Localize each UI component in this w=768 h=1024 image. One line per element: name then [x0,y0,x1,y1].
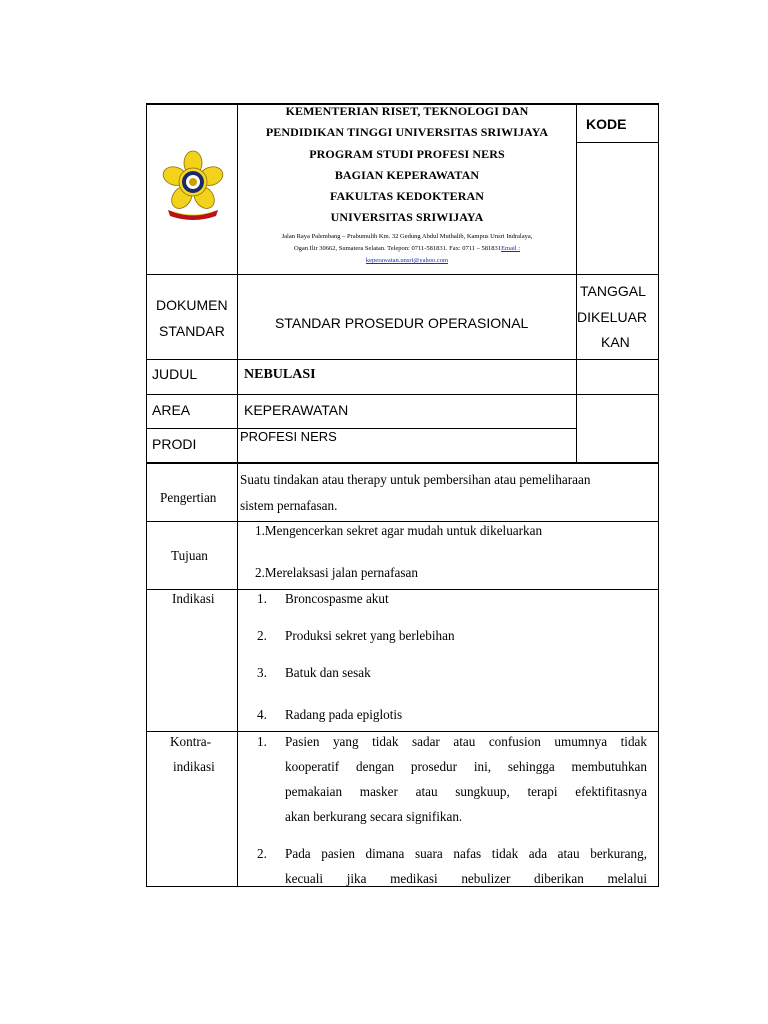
indikasi-number-3: 3. [257,665,267,680]
rule [146,103,147,464]
kontra-number-1: 1. [257,734,267,749]
kontra-item-1-line1: Pasien yang tidak sadar atau confusion umumnya tidak [285,734,647,749]
kontra-item-1-line2: kooperatif dengan prosedur ini, sehingga membutuhkan [285,759,647,774]
kontra-item-1-line3: pemakaian masker atau sungkuup, terapi efektifitasnya [285,784,647,799]
rule [146,589,659,590]
indikasi-number-1: 1. [257,591,267,606]
tujuan-item-2: 2.Merelaksasi jalan pernafasan [255,565,418,580]
rule [576,103,577,464]
rule [146,394,659,395]
pengertian-text-line1: Suatu tindakan atau therapy untuk pembersihan atau pemeliharaan [240,472,591,487]
rule [146,359,659,360]
email-label-link[interactable]: Email : [501,245,521,252]
kontra-item-1-line4: akan berkurang secara signifikan. [285,809,463,824]
tanggal-label-line3: KAN [601,334,630,350]
pengertian-text-line2: sistem pernafasan. [240,498,338,513]
rule [576,142,659,143]
indikasi-number-4: 4. [257,707,267,722]
indikasi-item-2: Produksi sekret yang berlebihan [285,628,455,643]
pengertian-label: Pengertian [160,490,217,505]
judul-value: NEBULASI [244,367,316,382]
kontra-item-2-line2: kecuali jika medikasi nebulizer diberikan melalui [285,871,647,886]
area-value: KEPERAWATAN [244,402,349,418]
prodi-label: PRODI [152,436,197,452]
header-ministry-line1: KEMENTERIAN RISET, TEKNOLOGI DAN [285,104,529,118]
document-title: STANDAR PROSEDUR OPERASIONAL [275,315,529,331]
rule [146,462,659,464]
rule [658,464,659,887]
kontra-number-2: 2. [257,846,267,861]
header-address-line2-text: Ogan Ilir 30662, Sumatera Selatan. Telepon: 0711-581831. Fax: 0711 – 581831 [293,245,502,252]
tujuan-label: Tujuan [171,548,208,563]
indikasi-label: Indikasi [172,591,215,606]
prodi-value: PROFESI NERS [240,429,337,444]
header-faculty: FAKULTAS KEDOKTERAN [329,189,485,203]
dokumen-label-line1: DOKUMEN [156,297,228,313]
rule [146,428,577,429]
email-address-link[interactable]: keperawatan.unsri@yahoo.com [365,257,449,264]
header-program: PROGRAM STUDI PROFESI NERS [309,147,505,161]
tanggal-label-line2: DIKELUAR [577,309,648,325]
indikasi-item-1: Broncospasme akut [285,591,389,606]
indikasi-number-2: 2. [257,628,267,643]
header-university: UNIVERSITAS SRIWIJAYA [330,210,484,224]
university-emblem-logo [160,148,226,220]
header-address-line2 [240,243,574,255]
rule [146,731,659,732]
tanggal-label-line1: TANGGAL [580,283,646,299]
kontra-label-line2: indikasi [173,759,215,774]
rule [146,274,659,275]
header-address-line1: Jalan Raya Palembang – Prabumulih Km. 32 Gedung Abdul Muthalib, Kampus Unsri Indralaya, [281,233,533,240]
header-department: BAGIAN KEPERAWATAN [334,168,480,182]
kontra-label-line1: Kontra- [170,734,212,749]
rule [146,521,659,522]
kontra-item-2-line1: Pada pasien dimana suara nafas tidak ada atau berkurang, [285,846,647,861]
indikasi-item-3: Batuk dan sesak [285,665,371,680]
judul-label: JUDUL [152,366,198,382]
indikasi-item-4: Radang pada epiglotis [285,707,403,722]
header-ministry-line2: PENDIDIKAN TINGGI UNIVERSITAS SRIWIJAYA [265,125,549,139]
kode-label: KODE [586,116,627,132]
dokumen-label-line2: STANDAR [159,323,225,339]
rule [237,464,238,887]
area-label: AREA [152,402,191,418]
rule [658,103,659,464]
tujuan-item-1: 1.Mengencerkan sekret agar mudah untuk dikeluarkan [255,523,543,538]
rule [146,464,147,887]
header-email-line [240,255,574,267]
